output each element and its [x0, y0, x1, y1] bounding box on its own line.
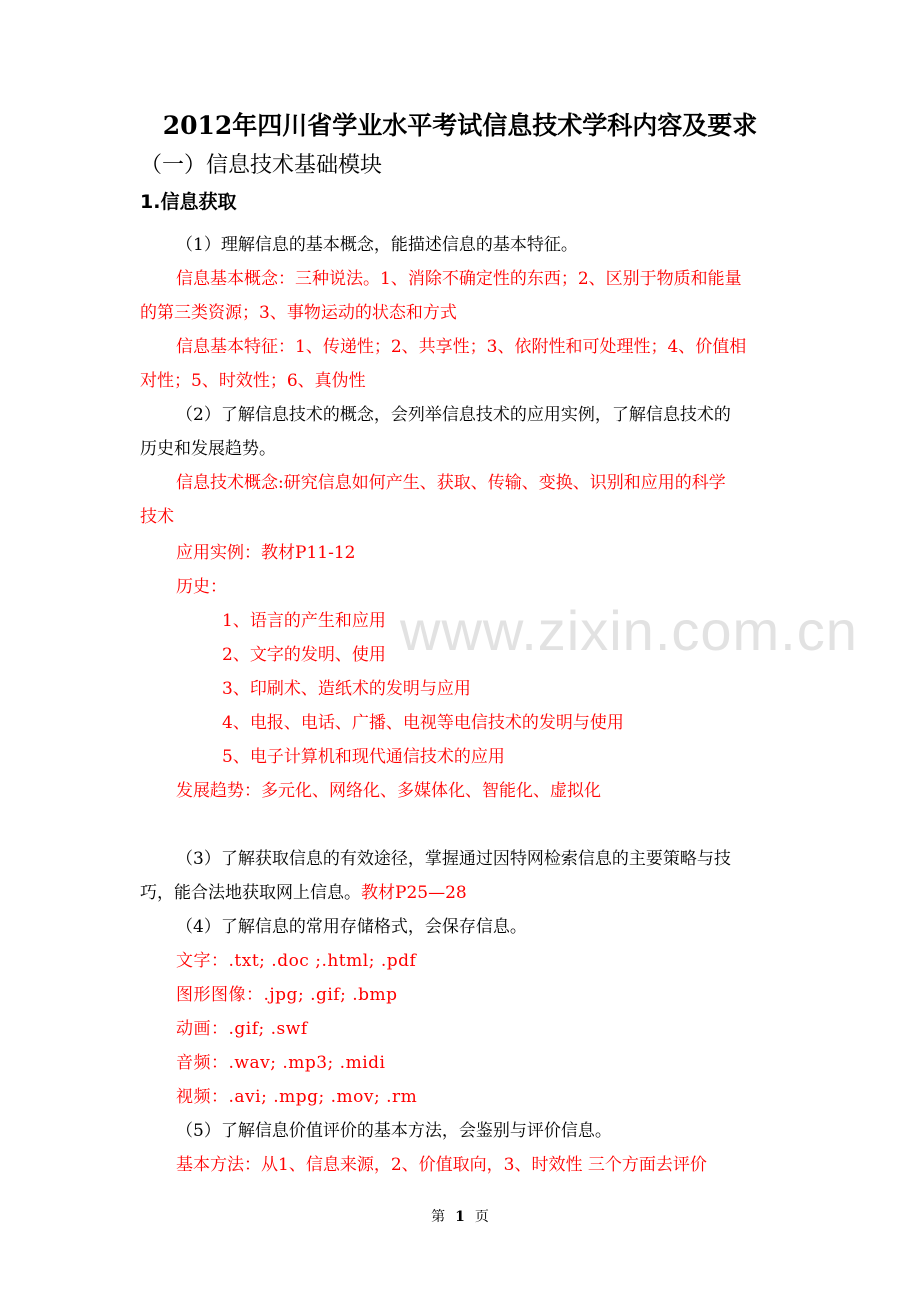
format-text: 文字：.txt; .doc ;.html; .pdf: [176, 951, 417, 971]
page-number: 1: [455, 1209, 465, 1225]
section-heading: （一）信息技术基础模块: [140, 153, 383, 178]
watermark: www.zixin.com.cn: [400, 599, 858, 662]
application-examples: 应用实例：教材P11-12: [176, 543, 356, 563]
footer-suffix: 页: [474, 1209, 489, 1225]
history-item-1: 1、语言的产生和应用: [222, 611, 386, 631]
requirement-4: （4）了解信息的常用存储格式，会保存信息。: [176, 917, 527, 937]
format-video: 视频：.avi; .mpg; .mov; .rm: [176, 1087, 418, 1107]
footer-prefix: 第: [431, 1209, 446, 1225]
document-title: 2012年四川省学业水平考试信息技术学科内容及要求: [162, 111, 758, 140]
format-audio: 音频：.wav; .mp3; .midi: [176, 1053, 386, 1073]
it-concept-line-1: 信息技术概念:研究信息如何产生、获取、传输、变换、识别和应用的科学: [176, 473, 726, 493]
requirement-2-line-1: （2）了解信息技术的概念，会列举信息技术的应用实例，了解信息技术的: [176, 405, 731, 425]
page-footer: [0, 1206, 920, 1226]
requirement-2-line-2: 历史和发展趋势。: [140, 439, 276, 459]
evaluation-methods: 基本方法：从1、信息来源，2、价值取向，3、时效性 三个方面去评价: [176, 1155, 707, 1175]
subsection-heading: 1.信息获取: [140, 191, 237, 213]
format-image: 图形图像：.jpg; .gif; .bmp: [176, 985, 398, 1005]
requirement-1: （1）理解信息的基本概念，能描述信息的基本特征。: [176, 235, 578, 255]
it-concept-line-2: 技术: [140, 507, 174, 527]
requirement-3-text: 巧，能合法地获取网上信息。: [140, 883, 361, 903]
concept-line-2: 的第三类资源；3、事物运动的状态和方式: [140, 303, 457, 323]
feature-line-1: 信息基本特征：1、传递性；2、共享性；3、依附性和可处理性；4、价值相: [176, 337, 747, 357]
history-item-5: 5、电子计算机和现代通信技术的应用: [222, 747, 505, 767]
requirement-3-line-2: [140, 876, 790, 910]
requirement-5: （5）了解信息价值评价的基本方法，会鉴别与评价信息。: [176, 1121, 612, 1141]
history-item-2: 2、文字的发明、使用: [222, 645, 386, 665]
feature-line-2: 对性；5、时效性；6、真伪性: [140, 371, 366, 391]
history-heading: 历史：: [176, 577, 227, 597]
history-item-3: 3、印刷术、造纸术的发明与应用: [222, 679, 471, 699]
requirement-3-line-1: （3）了解获取信息的有效途径，掌握通过因特网检索信息的主要策略与技: [176, 849, 731, 869]
format-animation: 动画：.gif; .swf: [176, 1019, 308, 1039]
history-item-4: 4、电报、电话、广播、电视等电信技术的发明与使用: [222, 713, 624, 733]
concept-line-1: 信息基本概念：三种说法。1、消除不确定性的东西；2、区别于物质和能量: [176, 269, 742, 289]
development-trend: 发展趋势：多元化、网络化、多媒体化、智能化、虚拟化: [176, 781, 601, 801]
textbook-reference: 教材P25—28: [361, 883, 467, 903]
